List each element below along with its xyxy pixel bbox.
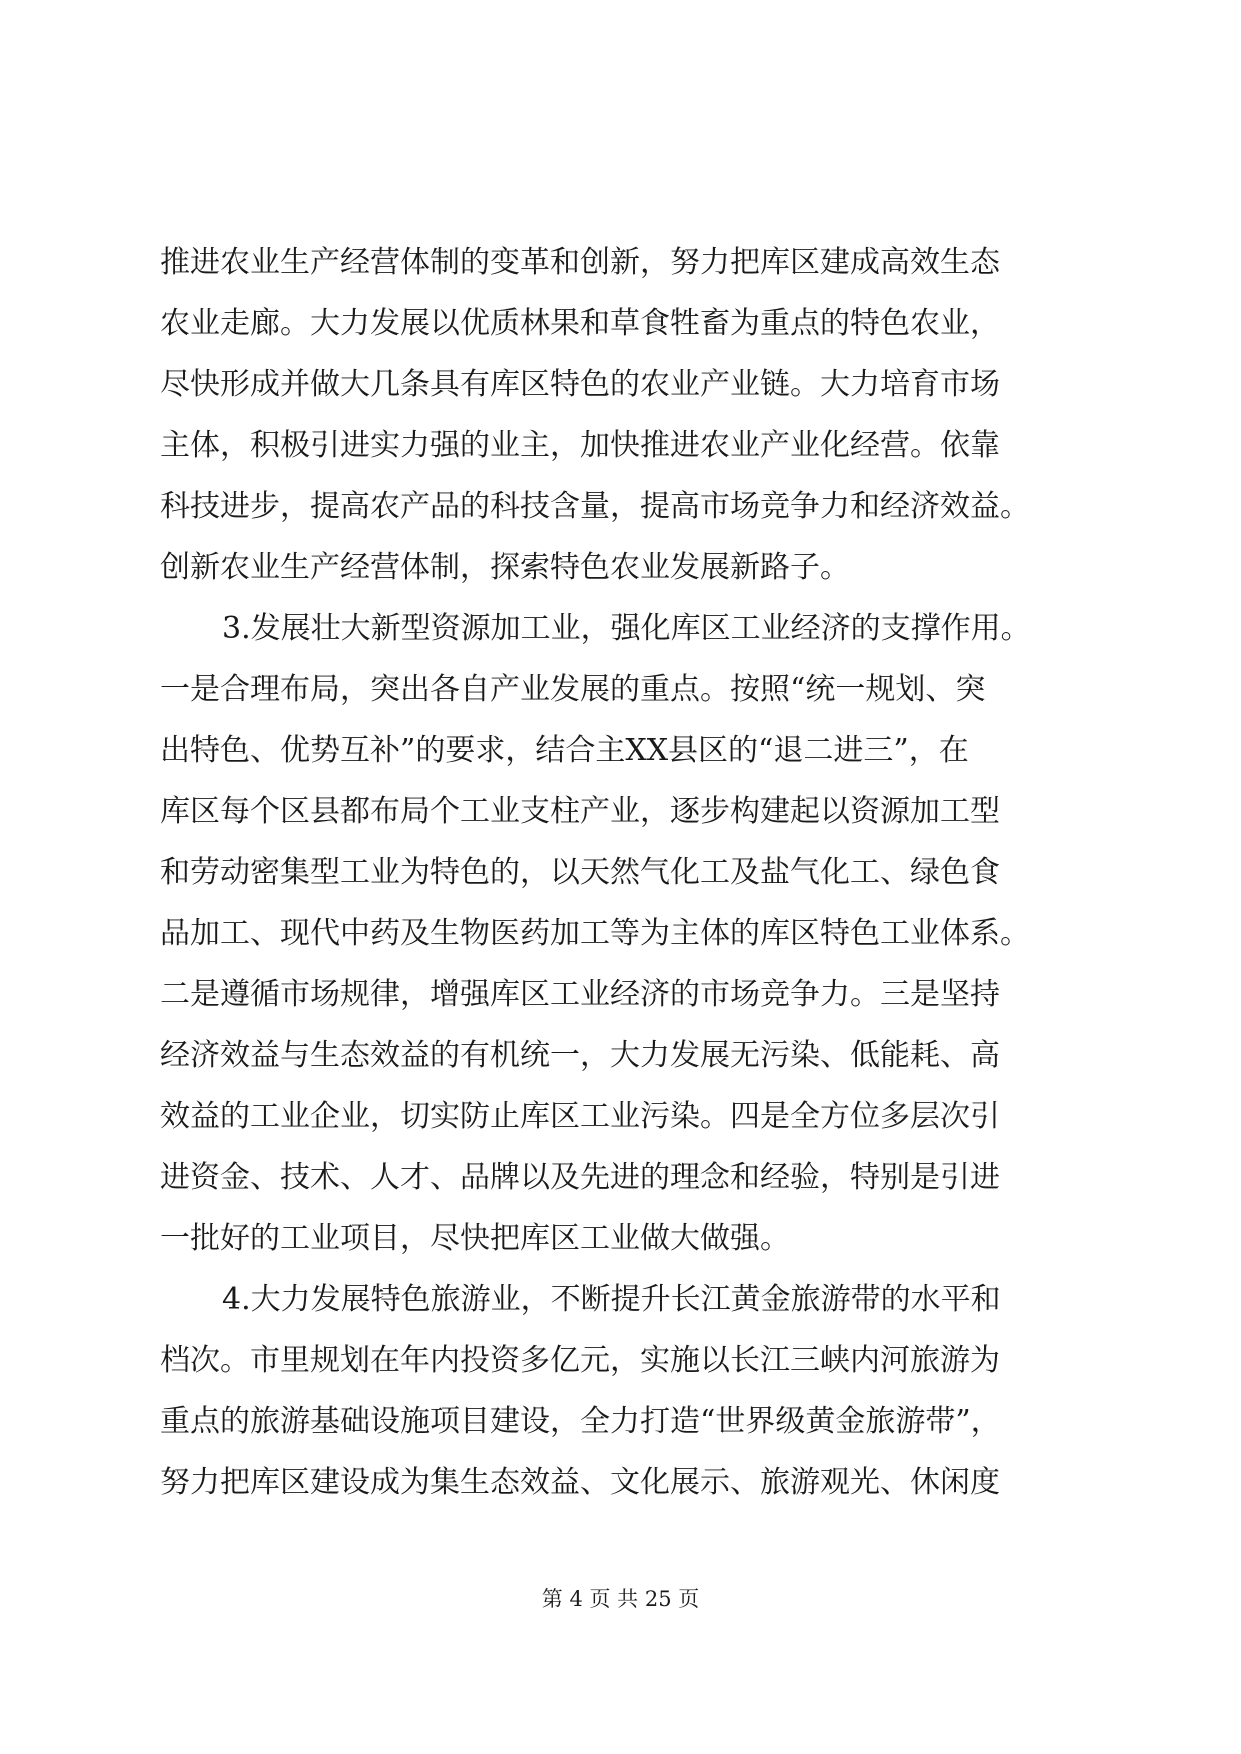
text-line: 农业走廊。大力发展以优质林果和草食牲畜为重点的特色农业，	[160, 306, 1000, 341]
text-line: 重点的旅游基础设施项目建设，全力打造“世界级黄金旅游带”，	[160, 1404, 1001, 1439]
text-line: 进资金、技术、人才、品牌以及先进的理念和经验，特别是引进	[160, 1160, 1000, 1195]
text-line: 努力把库区建设成为集生态效益、文化展示、旅游观光、休闲度	[160, 1465, 1000, 1500]
text-line: 出特色、优势互补”的要求，结合主XX县区的“退二进三”，在	[160, 733, 969, 768]
text-line: 推进农业生产经营体制的变革和创新，努力把库区建成高效生态	[160, 245, 1000, 280]
paragraph-heading-4: 4.大力发展特色旅游业，不断提升长江黄金旅游带的水平和	[222, 1282, 1001, 1317]
page-number-footer: 第 4 页 共 25 页	[541, 1587, 700, 1611]
text-line: 档次。市里规划在年内投资多亿元，实施以长江三峡内河旅游为	[160, 1343, 1000, 1378]
paragraph-heading-3: 3.发展壮大新型资源加工业，强化库区工业经济的支撑作用。	[222, 611, 1031, 646]
text-line: 经济效益与生态效益的有机统一，大力发展无污染、低能耗、高	[160, 1038, 1000, 1073]
document-body	[160, 232, 1090, 1513]
text-line: 主体，积极引进实力强的业主，加快推进农业产业化经营。依靠	[160, 428, 1000, 463]
text-line: 一批好的工业项目，尽快把库区工业做大做强。	[160, 1221, 790, 1256]
text-line: 库区每个区县都布局个工业支柱产业，逐步构建起以资源加工型	[160, 794, 1000, 829]
text-line: 和劳动密集型工业为特色的，以天然气化工及盐气化工、绿色食	[160, 855, 1000, 890]
text-line: 二是遵循市场规律，增强库区工业经济的市场竞争力。三是坚持	[160, 977, 1000, 1012]
text-line: 创新农业生产经营体制，探索特色农业发展新路子。	[160, 550, 850, 585]
text-line: 尽快形成并做大几条具有库区特色的农业产业链。大力培育市场	[160, 367, 1000, 402]
text-line: 效益的工业企业，切实防止库区工业污染。四是全方位多层次引	[160, 1099, 1000, 1134]
text-line: 科技进步，提高农产品的科技含量，提高市场竞争力和经济效益。	[160, 489, 1030, 524]
text-line: 品加工、现代中药及生物医药加工等为主体的库区特色工业体系。	[160, 916, 1030, 951]
text-line: 一是合理布局，突出各自产业发展的重点。按照“统一规划、突	[160, 672, 986, 707]
